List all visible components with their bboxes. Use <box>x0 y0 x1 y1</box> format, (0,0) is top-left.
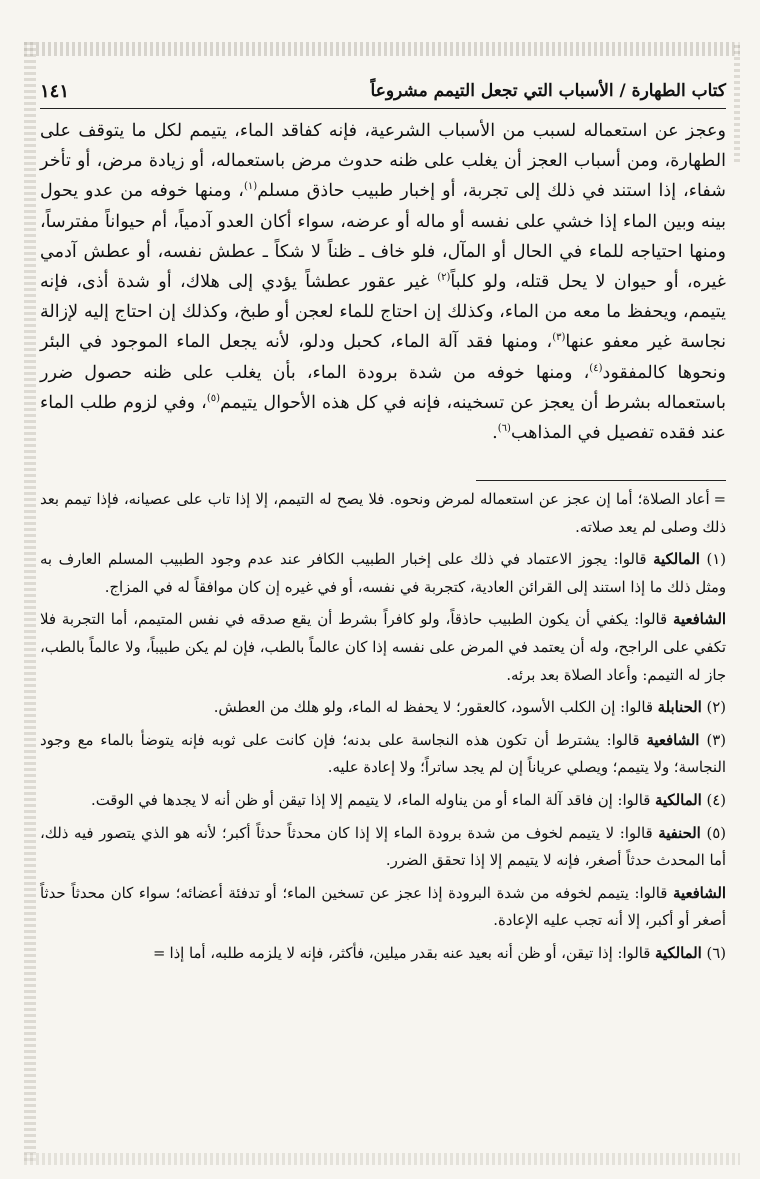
footnote-text: قالوا: يشترط أن تكون هذه النجاسة على بدنه؛ فإن كانت على ثوبه فإنه يتوضأ بالماء مع وجود النجاسة؛ ولا يتيمم؛ ويصلي عرياناً إن لم يجد ساتراً؛ ولا إعادة عليه. <box>40 731 726 777</box>
footnote-item <box>40 727 726 782</box>
footnote-text: قالوا: يتيمم لخوفه من شدة البرودة إذا عجز عن تسخين الماء؛ أو تدفئة أعضائه؛ سواء كان محدثاً حدثاً أصغر أو أكبر، إلا أنه تجب عليه الإعادة. <box>40 884 726 930</box>
decorative-border-left <box>24 42 36 1161</box>
school-name: الشافعية <box>646 731 700 749</box>
footnote-item <box>40 694 726 722</box>
school-name: الحنفية <box>658 824 701 842</box>
school-name: الشافعية <box>673 611 726 629</box>
page-number: ١٤١ <box>40 80 70 102</box>
footnote-list <box>40 546 726 967</box>
footnote-text: قالوا: إن فاقد آلة الماء أو من يناوله الماء، لا يتيمم إلا إذا تيقن أو ظن أنه لا يجدها في الوقت. <box>91 791 655 809</box>
footnote-number: (١) <box>706 551 726 569</box>
footnote-ref: (٦) <box>497 423 511 435</box>
school-name: الحنابلة <box>657 699 702 717</box>
footnote-item <box>40 787 726 815</box>
footnote-item <box>40 546 726 601</box>
footnote-continuation: =أعاد الصلاة؛ أما إن عجز عن استعماله لمرض ونحوه. فلا يصح له التيمم، إلا إذا تاب على عصيانه، فإذا تيمم بعد ذلك وصلى لم يعد صلاته. <box>40 491 726 536</box>
school-name: المالكية <box>653 551 700 569</box>
running-header <box>40 74 726 109</box>
chapter-title: كتاب الطهارة / الأسباب التي تجعل التيمم مشروعاً <box>370 81 726 101</box>
footnote-ref: (٤) <box>589 362 603 374</box>
decorative-border-top <box>24 42 740 56</box>
footnote-number: (٥) <box>706 824 726 842</box>
footnote-item <box>40 820 726 875</box>
continuation-mark: = <box>153 944 166 962</box>
continuation-mark: = <box>713 491 726 508</box>
footnotes <box>40 486 726 973</box>
footnote-item <box>40 880 726 935</box>
footnote-ref: (١) <box>244 181 258 193</box>
footnote-separator <box>476 480 726 481</box>
footnote-text: قالوا: لا يتيمم لخوف من شدة برودة الماء إلا إذا كان محدثاً حدثاً أكبر؛ لأنه هو الذي يتصور فيه ذلك، أما المحدث حدثاً أصغر، فإنه لا يتيمم إلا إذا تحقق الضرر. <box>40 824 726 870</box>
footnote-text: قالوا: إن الكلب الأسود، كالعقور؛ لا يحفظ له الماء، ولو هلك من العطش. <box>213 699 658 717</box>
decorative-border-right <box>734 42 740 162</box>
school-name: المالكية <box>655 944 702 962</box>
footnote-ref: (٥) <box>206 392 221 404</box>
footnote-text: قالوا: إذا تيقن، أو ظن أنه بعيد عنه بقدر ميلين، فأكثر، فإنه لا يلزمه طلبه، أما إذا <box>169 944 655 962</box>
footnote-item <box>40 606 726 689</box>
body-paragraph: وعجز عن استعماله لسبب من الأسباب الشرعية، فإنه كفاقد الماء، يتيمم لكل ما يتوقف على الطهارة، ومن أسباب العجز أن يغلب على ظنه حدوث مرض باستعماله، أو زيادة مرض، أو تأخر شفاء، إذا استند في ذلك إلى تجربة، أو إخبار طبيب حاذق مسلم$^{(١)}$، ومنها خوفه من عدو يحول بينه وبين الماء إذا خشي على نفسه أو ماله أو عرضه، سواء أكان العدو آدمياً، أم حيواناً مفترساً، ومنها احتياجه للماء في الحال أو المآل، فلو خاف ـ ظناً لا شكاً ـ عطش نفسه، أو عطش آدمي غيره، أو حيوان لا يحل قتله، ولو كلباً$^{(٢)}$ غير عقور عطشاً يؤدي إلى هلاك، أو شدة أذى، فإنه يتيمم، ويحفظ ما معه من الماء، وكذلك إن احتاج للماء لعجن أو طبخ، وكذلك إن احتاج إليه لإزالة نجاسة غير معفو عنها$^{(٣)}$، ومنها فقد آلة الماء، كحبل ودلو، لأنه يجعل الماء الموجود في البئر ونحوها كالمفقود$^{(٤)}$، ومنها خوفه من شدة برودة الماء، بأن يغلب على ظنه حصول ضرر باستعماله بشرط أن يعجز عن تسخينه، فإنه في كل هذه الأحوال يتيمم$^{(٥)}$، وفي لزوم طلب الماء عند فقده تفصيل في المذاهب$^{(٦)}$. <box>40 121 727 444</box>
footnote-number: (٦) <box>706 944 726 962</box>
footnote-ref: (٢) <box>437 272 451 284</box>
footnote-number: (٤) <box>706 791 726 809</box>
school-name: الشافعية <box>673 884 726 902</box>
footnote-number: (٣) <box>706 731 726 749</box>
footnote-text: قالوا: يكفي أن يكون الطبيب حاذقاً، ولو كافراً بشرط أن يقع صدقه في نفس المتيمم، أما التجربة فلا تكفي على الراجح، وله أن يعتمد في المرض على نفسه إذا كان عالماً بالطب، فإن لم يكن طبيباً، ولا عالماً بالطب، جاز له التيمم: وأعاد الصلاة بعد برئه. <box>40 611 726 684</box>
footnote-number: (٢) <box>706 699 726 717</box>
school-name: المالكية <box>655 791 702 809</box>
footnote-ref: (٣) <box>552 332 566 344</box>
footnote-item <box>40 940 726 968</box>
main-text <box>40 116 726 448</box>
decorative-border-bottom <box>24 1153 740 1165</box>
footnote-text: قالوا: يجوز الاعتماد في ذلك على إخبار الطبيب الكافر عند عدم وجود الطبيب المسلم العارف به ومثل ذلك ما إذا استند إلى القرائن العادية، كتجربة في نفسه، أو في غيره إن كان موافقاً له في المزاج. <box>40 551 726 596</box>
